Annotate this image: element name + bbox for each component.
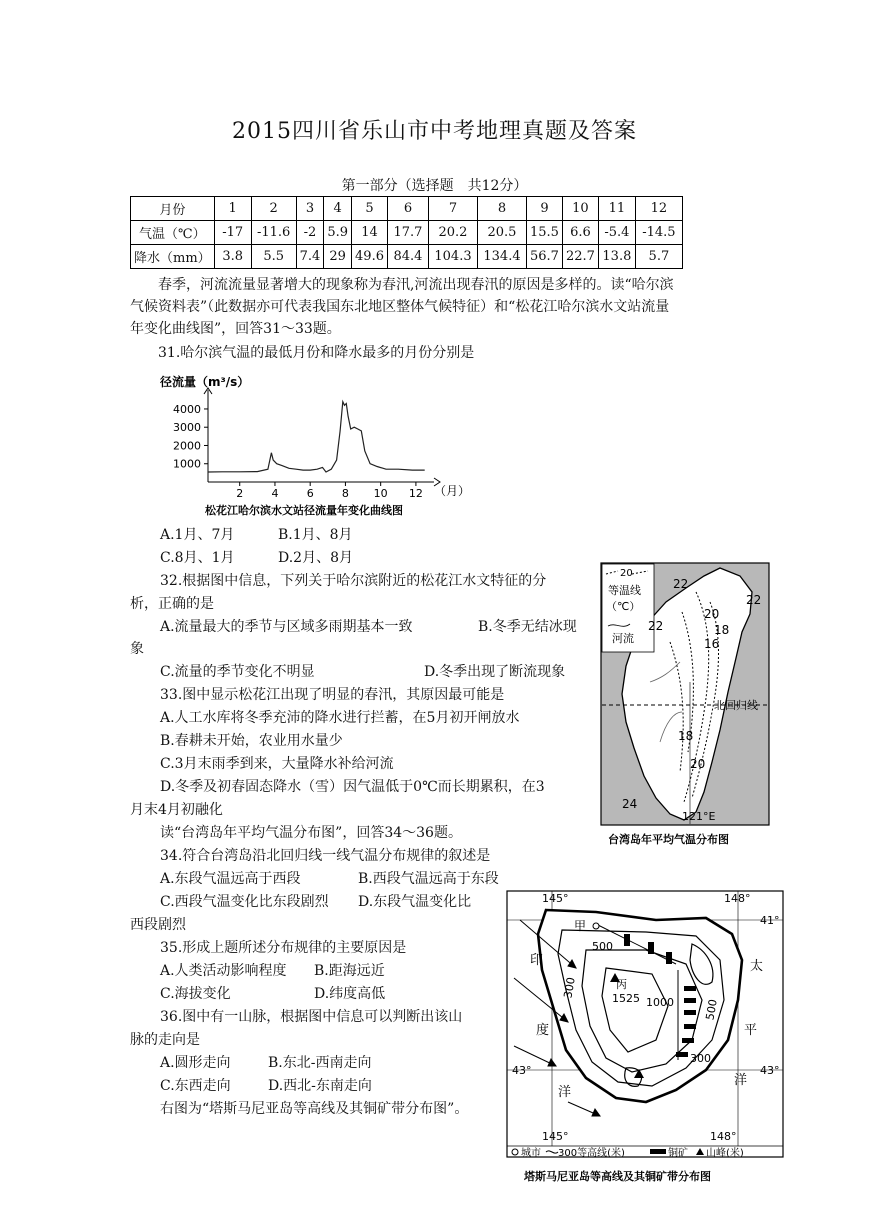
- isotherm-label: 18: [678, 729, 694, 743]
- ocean-label: 度: [536, 1023, 550, 1038]
- table-cell: 17.7: [387, 221, 428, 245]
- question-34-option-a: A.东段气温远高于西段: [160, 871, 301, 887]
- intro-tasmania: 右图为“塔斯马尼亚岛等高线及其铜矿带分布图”。: [160, 1101, 469, 1117]
- question-32-option-c: C.流量的季节变化不明显: [160, 664, 315, 680]
- question-36-stem: 36.图中有一山脉，根据图中信息可以判断出该山: [160, 1009, 463, 1025]
- table-cell: 9: [526, 197, 562, 221]
- peak-height: 1525: [612, 992, 640, 1005]
- ocean-label: 洋: [558, 1085, 572, 1100]
- table-cell: -14.5: [635, 221, 682, 245]
- question-34-option-d-cont: 西段剧烈: [130, 917, 186, 933]
- table-cell: 12: [635, 197, 682, 221]
- table-cell: 3.8: [214, 245, 251, 269]
- chart-ticks: [173, 403, 423, 500]
- ocean-label: 洋: [734, 1073, 748, 1088]
- question-33-option-d-cont: 月末4月初融化: [130, 802, 223, 818]
- question-33-option-d: D.冬季及初春固态降水（雪）因气温低于0℃而长期累积，在3: [160, 779, 545, 795]
- table-cell: 6: [387, 197, 428, 221]
- x-tick-label: 4: [271, 487, 279, 500]
- contour-label: 1000: [646, 996, 674, 1009]
- table-cell: 134.4: [477, 245, 526, 269]
- isotherm-label: 16: [704, 637, 720, 651]
- longitude-label: 148°: [710, 1130, 737, 1143]
- table-row: [131, 245, 683, 269]
- table-cell: 22.7: [562, 245, 598, 269]
- question-32-option-b-cont: 象: [130, 641, 144, 657]
- contour-label: 500: [703, 998, 720, 1022]
- table-cell: 气温（℃）: [131, 221, 215, 245]
- table-cell: 104.3: [428, 245, 477, 269]
- latitude-label: 41°: [760, 914, 780, 927]
- table-cell: -5.4: [598, 221, 635, 245]
- legend-city: 城市: [521, 1148, 541, 1159]
- legend-peak: 山峰(米): [706, 1148, 744, 1159]
- contour-label: 500: [592, 940, 613, 953]
- table-cell: 7: [428, 197, 477, 221]
- chart-caption: 松花江哈尔滨水文站径流量年变化曲线图: [205, 504, 403, 517]
- table-cell: 49.6: [352, 245, 388, 269]
- question-35-stem: 35.形成上题所述分布规律的主要原因是: [160, 940, 407, 956]
- question-35-option-c: C.海拔变化: [160, 986, 231, 1002]
- table-cell: 8: [477, 197, 526, 221]
- isotherm-label: 20: [704, 607, 720, 621]
- table-cell: 2: [251, 197, 296, 221]
- peak-label: 丙: [616, 978, 627, 991]
- tasmania-contour-map: [506, 890, 784, 1186]
- legend-isotherm: 等温线: [608, 584, 641, 597]
- tropic-label: 北回归线: [714, 699, 758, 712]
- question-35-option-a: A.人类活动影响程度: [160, 963, 287, 979]
- question-32-option-b: B.冬季无结冰现: [478, 619, 577, 635]
- table-cell: 10: [562, 197, 598, 221]
- question-35-option-b: B.距海远近: [314, 963, 385, 979]
- contour-label: 300: [690, 1052, 711, 1065]
- longitude-label: 145°: [542, 892, 569, 905]
- x-tick-label: 8: [341, 487, 349, 500]
- question-36-stem: 脉的走向是: [130, 1032, 200, 1048]
- runoff-chart: [150, 370, 480, 520]
- isotherm-label: 22: [673, 577, 689, 591]
- table-cell: 13.8: [598, 245, 635, 269]
- table-cell: 7.4: [296, 245, 324, 269]
- intro-line: 年变化曲线图”，回答31～33题。: [130, 321, 341, 337]
- table-cell: 5.5: [251, 245, 296, 269]
- climate-table: [130, 196, 683, 269]
- table-cell: 5: [352, 197, 388, 221]
- legend-isotherm-unit: （℃）: [606, 600, 641, 613]
- longitude-label: 121°E: [682, 810, 716, 823]
- table-cell: 84.4: [387, 245, 428, 269]
- table-cell: 14: [352, 221, 388, 245]
- question-36-option-b: B.东北-西南走向: [268, 1055, 372, 1071]
- legend-copper: 铜矿: [668, 1148, 688, 1159]
- table-cell: 29: [324, 245, 352, 269]
- map-caption: 台湾岛年平均气温分布图: [608, 833, 729, 846]
- contour-label: 300: [561, 976, 578, 1000]
- chart-ylabel: 径流量（m³/s）: [160, 375, 250, 389]
- question-34-option-b: B.西段气温远高于东段: [358, 871, 499, 887]
- table-cell: -11.6: [251, 221, 296, 245]
- map-caption: 塔斯马尼亚岛等高线及其铜矿带分布图: [524, 1170, 711, 1183]
- intro-line: 气候资料表”（此数据亦可代表我国东北地区整体气候特征）和“松花江哈尔滨水文站流量: [130, 299, 670, 315]
- question-34-option-c: C.西段气温变化比东段剧烈: [160, 894, 329, 910]
- question-33-option-c: C.3月末雨季到来，大量降水补给河流: [160, 756, 394, 772]
- legend-contour: 300等高线(米): [558, 1148, 625, 1159]
- section-heading: 第一部分（选择题 共12分）: [341, 178, 528, 194]
- question-32-option-d: D.冬季出现了断流现象: [424, 664, 566, 680]
- question-33-stem: 33.图中显示松花江出现了明显的春汛，其原因最可能是: [160, 687, 505, 703]
- table-cell: 5.9: [324, 221, 352, 245]
- isotherm-label: 22: [648, 619, 664, 633]
- table-row: [131, 221, 683, 245]
- latitude-label: 43°: [760, 1064, 780, 1077]
- question-34-stem: 34.符合台湾岛沿北回归线一线气温分布规律的叙述是: [160, 848, 491, 864]
- question-33-option-b: B.春耕未开始，农业用水量少: [160, 733, 343, 749]
- city-label: 甲: [574, 919, 587, 933]
- chart-xlabel: （月）: [434, 484, 471, 498]
- x-tick-label: 6: [306, 487, 314, 500]
- question-31-option-b: B.1月、8月: [278, 527, 353, 543]
- question-31-option-c: C.8月、1月: [160, 550, 235, 566]
- isotherm-label: 18: [714, 623, 730, 637]
- longitude-label: 145°: [542, 1130, 569, 1143]
- isotherm-label: 24: [622, 797, 638, 811]
- y-tick-label: 1000: [173, 457, 201, 471]
- ocean-label: 印: [530, 953, 544, 968]
- taiwan-temperature-map: [600, 562, 772, 850]
- question-35-option-d: D.纬度高低: [314, 986, 386, 1002]
- page-title: 2015四川省乐山市中考地理真题及答案: [232, 119, 637, 144]
- isotherm-label: 20: [690, 757, 706, 771]
- question-32-option-a: A.流量最大的季节与区域多雨期基本一致: [160, 619, 413, 635]
- table-cell: 20.5: [477, 221, 526, 245]
- question-36-option-c: C.东西走向: [160, 1078, 231, 1094]
- table-cell: 4: [324, 197, 352, 221]
- table-header-row: [131, 197, 683, 221]
- intro-taiwan: 读“台湾岛年平均气温分布图”，回答34～36题。: [160, 825, 462, 841]
- question-31-stem: 31.哈尔滨气温的最低月份和降水最多的月份分别是: [158, 345, 475, 361]
- question-33-option-a: A.人工水库将冬季充沛的降水进行拦蓄，在5月初开闸放水: [160, 710, 520, 726]
- table-cell: 15.5: [526, 221, 562, 245]
- x-tick-label: 12: [408, 487, 423, 500]
- ocean-label: 太: [750, 959, 764, 974]
- isotherm-label: 22: [746, 593, 762, 607]
- question-36-option-a: A.圆形走向: [160, 1055, 231, 1071]
- ocean-label: 平: [744, 1023, 758, 1038]
- runoff-line: [208, 402, 425, 472]
- question-34-option-d: D.东段气温变化比: [358, 894, 472, 910]
- legend-river: 河流: [612, 632, 634, 645]
- table-cell: 56.7: [526, 245, 562, 269]
- y-tick-label: 3000: [173, 421, 201, 435]
- question-32-stem: 32.根据图中信息，下列关于哈尔滨附近的松花江水文特征的分: [160, 573, 547, 589]
- y-tick-label: 4000: [173, 402, 201, 416]
- table-cell: 11: [598, 197, 635, 221]
- question-31-option-d: D.2月、8月: [278, 550, 353, 566]
- table-cell: 20.2: [428, 221, 477, 245]
- table-cell: 1: [214, 197, 251, 221]
- intro-line: 春季，河流流量显著增大的现象称为春汛,河流出现春汛的原因是多样的。读“哈尔滨: [158, 277, 674, 293]
- table-cell: 降水（mm）: [131, 245, 215, 269]
- question-32-stem: 析，正确的是: [130, 596, 214, 612]
- table-cell: 6.6: [562, 221, 598, 245]
- table-cell: -17: [214, 221, 251, 245]
- table-cell: 5.7: [635, 245, 682, 269]
- table-cell: 3: [296, 197, 324, 221]
- table-cell: -2: [296, 221, 324, 245]
- legend-iso-value: 20: [620, 568, 633, 579]
- longitude-label: 148°: [724, 892, 751, 905]
- question-31-option-a: A.1月、7月: [160, 527, 235, 543]
- table-cell: 月份: [131, 197, 215, 221]
- y-tick-label: 2000: [173, 439, 201, 453]
- question-36-option-d: D.西北-东南走向: [268, 1078, 372, 1094]
- x-tick-label: 2: [236, 487, 244, 500]
- x-tick-label: 10: [373, 487, 388, 500]
- latitude-label: 43°: [512, 1064, 532, 1077]
